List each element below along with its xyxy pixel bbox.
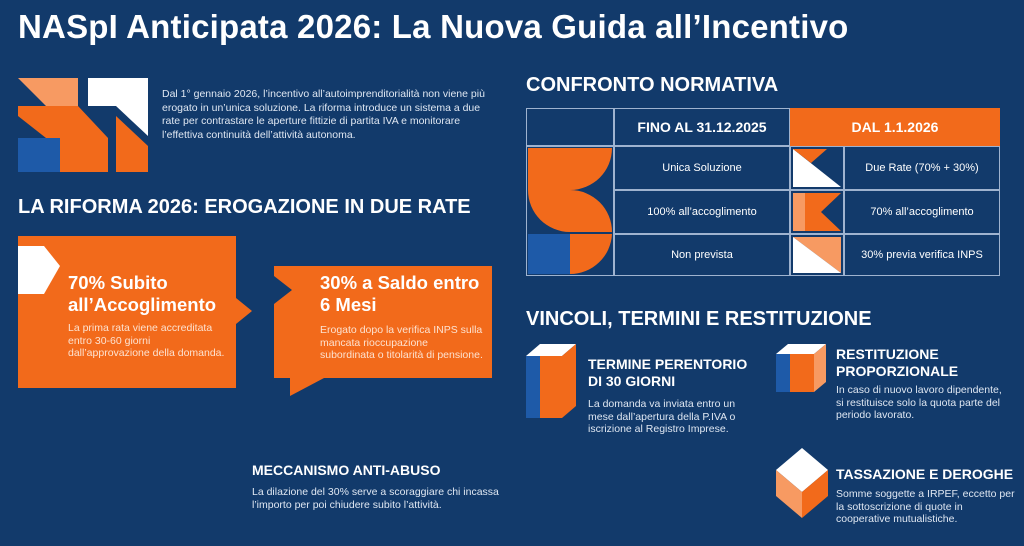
cube-deadline-icon [526, 344, 576, 418]
anti-abuse-title: MECCANISMO ANTI-ABUSO [252, 462, 441, 478]
table-row-2-new: 70% all’accoglimento [844, 190, 1000, 234]
arrow-right-icon [236, 298, 252, 324]
intro-text: Dal 1° gennaio 2026, l’incentivo all’autoimprenditorialità non viene più erogato in un’unica soluzione. La riforma introduce un sistema a due rate per contrastare le aperture fittizie di partita IVA e monitorare l’effettiva continuità dell’attività autonoma. [162, 88, 485, 141]
card-second-text: Erogato dopo la verifica INPS sulla mancata rioccupazione subordinata o titolarità di pensione. [320, 324, 483, 361]
card-second-title: 30% a Saldo entro 6 Mesi [320, 272, 480, 315]
table-row-3-old: Non prevista [614, 234, 790, 276]
card-second-installment [274, 266, 492, 378]
tax-title: TASSAZIONE E DEROGHE [836, 466, 1014, 482]
deadline-title: TERMINE PERENTORIO DI 30 GIORNI [588, 356, 748, 389]
table-corner-cell [526, 108, 614, 146]
refund-text: In caso di nuovo lavoro dipendente, si restituisce solo la quota parte del periodo lavorato. [836, 384, 1002, 421]
refund-title: RESTITUZIONE PROPORZIONALE [836, 346, 959, 379]
table-row-2-icon-cell [790, 190, 844, 234]
card-corner-icon [18, 246, 62, 312]
table-decor-left-icon [526, 146, 614, 276]
chevron-orange-icon [791, 191, 843, 233]
page-title: NASpI Anticipata 2026: La Nuova Guida all’Incentivo [18, 8, 849, 45]
table-row-2-old: 100% all’accoglimento [614, 190, 790, 234]
reform-heading: LA RIFORMA 2026: EROGAZIONE IN DUE RATE [18, 196, 471, 218]
card-first-title: 70% Subito all’Accoglimento [68, 272, 217, 315]
cube-refund-icon [776, 344, 826, 394]
comparison-heading: CONFRONTO NORMATIVA [526, 74, 779, 96]
deadline-text: La domanda va inviata entro un mese dall’apertura della P.IVA o iscrizione al Registro Imprese. [588, 398, 736, 435]
logo-icon [16, 76, 150, 174]
tax-text: Somme soggette a IRPEF, eccetto per la sottoscrizione di quote in cooperative mutualistiche. [836, 488, 1015, 525]
triangle-mixed-icon [791, 235, 843, 275]
cube-tax-icon [776, 448, 828, 518]
table-row-1-new: Due Rate (70% + 30%) [844, 146, 1000, 190]
table-row-1-icon-cell [790, 146, 844, 190]
notch-icon [274, 276, 294, 304]
table-header-new: DAL 1.1.2026 [790, 108, 1000, 146]
table-row-1-old: Unica Soluzione [614, 146, 790, 190]
card-first-text: La prima rata viene accreditata entro 30-60 giorni dall’approvazione della domanda. [68, 322, 225, 359]
card-first-installment [18, 236, 236, 388]
constraints-heading: VINCOLI, TERMINI E RESTITUZIONE [526, 308, 872, 330]
table-row-3-new: 30% previa verifica INPS [844, 234, 1000, 276]
table-header-old: FINO AL 31.12.2025 [614, 108, 790, 146]
anti-abuse-text: La dilazione del 30% serve a scoraggiare chi incassa l’importo per poi chiudere subito l’attività. [252, 486, 499, 511]
card-tail-icon [290, 378, 324, 398]
table-row-3-icon-cell [790, 234, 844, 276]
triangle-white-icon [791, 147, 843, 189]
